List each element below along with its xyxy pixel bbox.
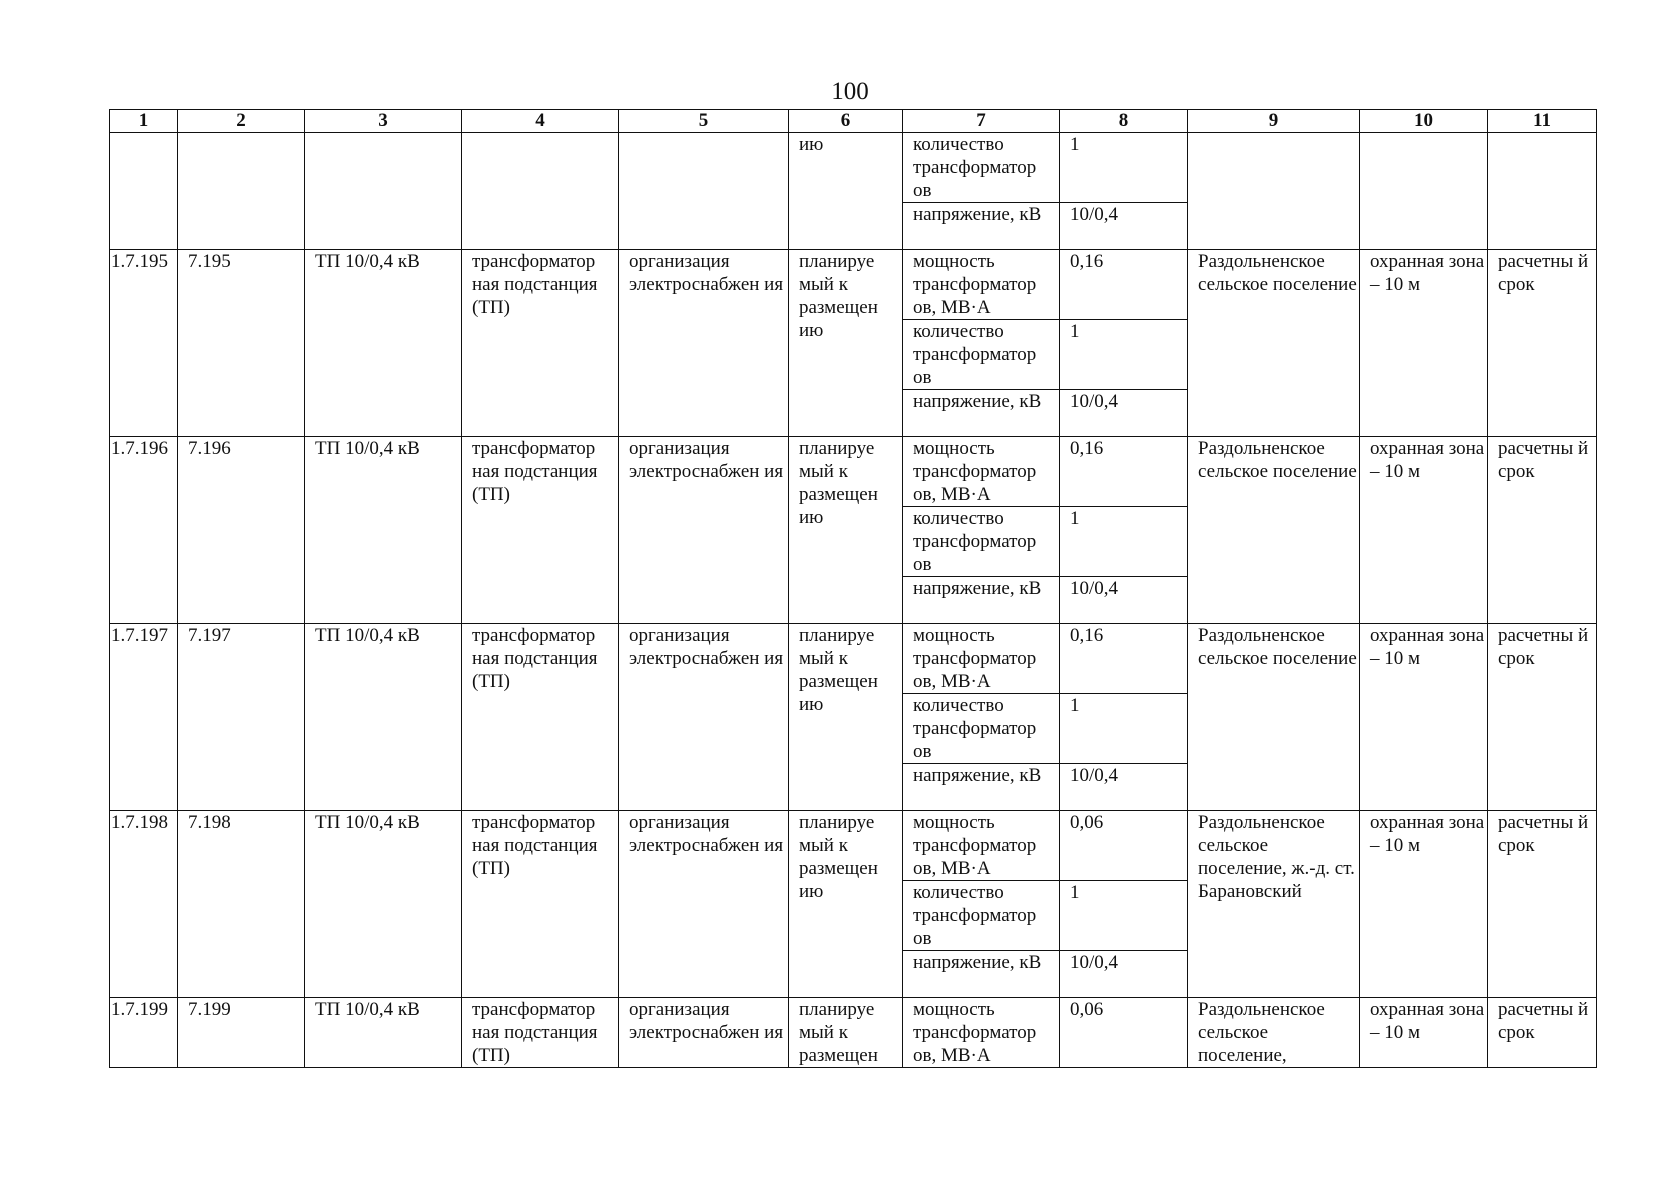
table-row [110, 811, 1597, 881]
column-header: 8 [1060, 110, 1188, 133]
param-value: 0,06 [1060, 811, 1188, 881]
map-number: 7.196 [178, 437, 305, 624]
table-row [110, 624, 1597, 694]
param-value: 10/0,4 [1060, 577, 1188, 624]
param-value: 0,06 [1060, 998, 1188, 1068]
empty-cell [1488, 133, 1597, 250]
column-header: 10 [1360, 110, 1488, 133]
table-row [110, 437, 1597, 507]
protection-zone: охранная зона – 10 м [1360, 437, 1488, 624]
param-name: количество трансформатор ов [903, 133, 1060, 203]
object-number: 1.7.198 [110, 811, 178, 998]
column-header: 11 [1488, 110, 1597, 133]
object-name: ТП 10/0,4 кВ [305, 250, 462, 437]
param-value: 0,16 [1060, 624, 1188, 694]
object-type: трансформатор ная подстанция (ТП) [462, 250, 619, 437]
object-type: трансформатор ная подстанция (ТП) [462, 437, 619, 624]
empty-cell [1360, 133, 1488, 250]
object-type: трансформатор ная подстанция (ТП) [462, 624, 619, 811]
location: Раздольненское сельское поселение, ж.-д. ст. Барановский [1188, 811, 1360, 998]
object-type: трансформатор ная подстанция (ТП) [462, 811, 619, 998]
column-header: 2 [178, 110, 305, 133]
location: Раздольненское сельское поселение [1188, 624, 1360, 811]
object-number: 1.7.195 [110, 250, 178, 437]
param-name: напряжение, кВ [903, 764, 1060, 811]
deadline: расчетны й срок [1488, 998, 1597, 1068]
param-name: количество трансформатор ов [903, 694, 1060, 764]
param-name: напряжение, кВ [903, 577, 1060, 624]
param-value: 1 [1060, 694, 1188, 764]
param-value: 1 [1060, 133, 1188, 203]
param-name: мощность трансформатор ов, МВ·А [903, 998, 1060, 1068]
param-name: мощность трансформатор ов, МВ·А [903, 624, 1060, 694]
column-header: 4 [462, 110, 619, 133]
column-header: 7 [903, 110, 1060, 133]
empty-cell [178, 133, 305, 250]
param-name: количество трансформатор ов [903, 507, 1060, 577]
object-status: планируе мый к размещен ию [789, 437, 903, 624]
table-row [110, 133, 1597, 203]
object-number: 1.7.197 [110, 624, 178, 811]
object-purpose: организация электроснабжен ия [619, 250, 789, 437]
status-cell: ию [789, 133, 903, 250]
object-number: 1.7.196 [110, 437, 178, 624]
object-purpose: организация электроснабжен ия [619, 998, 789, 1068]
table-row [110, 998, 1597, 1068]
column-header: 3 [305, 110, 462, 133]
param-value: 1 [1060, 881, 1188, 951]
param-name: мощность трансформатор ов, МВ·А [903, 811, 1060, 881]
page-number: 100 [831, 78, 869, 105]
header-row [110, 110, 1597, 133]
object-purpose: организация электроснабжен ия [619, 624, 789, 811]
object-status: планируе мый к размещен [789, 998, 903, 1068]
empty-cell [110, 133, 178, 250]
column-header: 5 [619, 110, 789, 133]
protection-zone: охранная зона – 10 м [1360, 811, 1488, 998]
column-header: 6 [789, 110, 903, 133]
param-value: 0,16 [1060, 437, 1188, 507]
param-value: 10/0,4 [1060, 951, 1188, 998]
map-number: 7.197 [178, 624, 305, 811]
table-row [110, 250, 1597, 320]
map-number: 7.195 [178, 250, 305, 437]
param-value: 1 [1060, 320, 1188, 390]
object-name: ТП 10/0,4 кВ [305, 998, 462, 1068]
column-header: 9 [1188, 110, 1360, 133]
param-name: мощность трансформатор ов, МВ·А [903, 250, 1060, 320]
empty-cell [462, 133, 619, 250]
param-value: 1 [1060, 507, 1188, 577]
location: Раздольненское сельское поселение, [1188, 998, 1360, 1068]
object-status: планируе мый к размещен ию [789, 811, 903, 998]
protection-zone: охранная зона – 10 м [1360, 998, 1488, 1068]
object-name: ТП 10/0,4 кВ [305, 624, 462, 811]
object-name: ТП 10/0,4 кВ [305, 437, 462, 624]
table-body [110, 110, 1597, 1068]
param-value: 10/0,4 [1060, 764, 1188, 811]
param-value: 0,16 [1060, 250, 1188, 320]
object-name: ТП 10/0,4 кВ [305, 811, 462, 998]
param-name: количество трансформатор ов [903, 320, 1060, 390]
param-name: напряжение, кВ [903, 203, 1060, 250]
object-status: планируе мый к размещен ию [789, 624, 903, 811]
deadline: расчетны й срок [1488, 437, 1597, 624]
object-purpose: организация электроснабжен ия [619, 811, 789, 998]
map-number: 7.198 [178, 811, 305, 998]
param-name: напряжение, кВ [903, 951, 1060, 998]
empty-cell [1188, 133, 1360, 250]
param-name: напряжение, кВ [903, 390, 1060, 437]
empty-cell [305, 133, 462, 250]
protection-zone: охранная зона – 10 м [1360, 624, 1488, 811]
param-name: количество трансформатор ов [903, 881, 1060, 951]
column-header: 1 [110, 110, 178, 133]
object-type: трансформатор ная подстанция (ТП) [462, 998, 619, 1068]
location: Раздольненское сельское поселение [1188, 437, 1360, 624]
protection-zone: охранная зона – 10 м [1360, 250, 1488, 437]
deadline: расчетны й срок [1488, 624, 1597, 811]
object-number: 1.7.199 [110, 998, 178, 1068]
location: Раздольненское сельское поселение [1188, 250, 1360, 437]
object-purpose: организация электроснабжен ия [619, 437, 789, 624]
object-status: планируе мый к размещен ию [789, 250, 903, 437]
param-value: 10/0,4 [1060, 203, 1188, 250]
register-table [109, 109, 1597, 1068]
deadline: расчетны й срок [1488, 250, 1597, 437]
empty-cell [619, 133, 789, 250]
param-value: 10/0,4 [1060, 390, 1188, 437]
deadline: расчетны й срок [1488, 811, 1597, 998]
param-name: мощность трансформатор ов, МВ·А [903, 437, 1060, 507]
map-number: 7.199 [178, 998, 305, 1068]
